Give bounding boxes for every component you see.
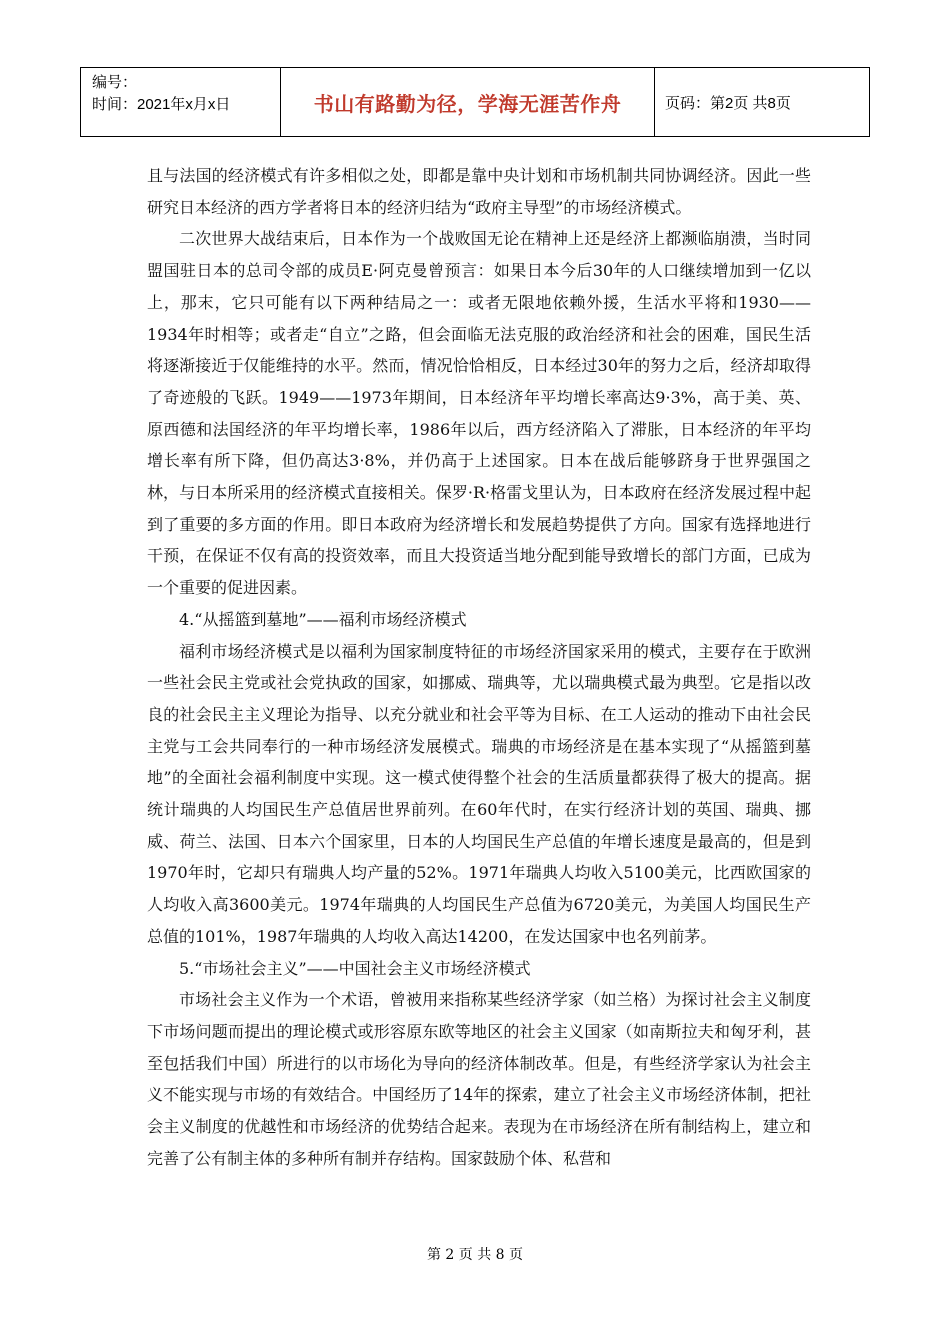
paragraph: 二次世界大战结束后，日本作为一个战败国无论在精神上还是经济上都濒临崩溃，当时同盟国驻日本的总司令部的成员E·阿克曼曾预言：如果日本今后30年的人口继续增加到一亿以上，那末，它只可能有以下两种结局之一：或者无限地依赖外援，生活水平将和1930——1934年时相等；或者走“自立”之路，但会面临无法克服的政治经济和社会的困难，国民生活将逐渐接近于仅能维持的水平。然而，情况恰恰相反，日本经过30年的努力之后，经济却取得了奇迹般的飞跃。1949——1973年期间，日本经济年平均增长率高达9·3%，高于美、英、原西德和法国经济的年平均增长率，1986年以后，西方经济陷入了滞胀，日本经济的年平均增长率有所下降，但仍高达3·8%，并仍高于上述国家。日本在战后能够跻身于世界强国之林，与日本所采用的经济模式直接相关。保罗·R·格雷戈里认为，日本政府在经济发展过程中起到了重要的多方面的作用。即日本政府为经济增长和发展趋势提供了方向。国家有选择地进行干预，在保证不仅有高的投资效率，而且大投资适当地分配到能导致增长的部门方面，已成为一个重要的促进因素。 — [147, 229, 811, 598]
document-time-label: 时间：2021年x月x日 — [92, 96, 231, 113]
document-number-label: 编号： — [92, 74, 138, 91]
document-body — [147, 160, 811, 1175]
header-info-cell — [81, 68, 281, 136]
header-motto: 书山有路勤为径，学海无涯苦作舟 — [281, 68, 655, 136]
paragraph: 福利市场经济模式是以福利为国家制度特征的市场经济国家采用的模式，主要存在于欧洲一些社会民主党或社会党执政的国家，如挪威、瑞典等，尤以瑞典模式最为典型。它是指以改良的社会民主主义理论为指导、以充分就业和社会平等为目标、在工人运动的推动下由社会民主党与工会共同奉行的一种市场经济发展模式。瑞典的市场经济是在基本实现了“从摇篮到墓地”的全面社会福利制度中实现。这一模式使得整个社会的生活质量都获得了极大的提高。据统计瑞典的人均国民生产总值居世界前列。在60年代时，在实行经济计划的英国、瑞典、挪威、荷兰、法国、日本六个国家里，日本的人均国民生产总值的年增长速度是最高的，但是到1970年时，它却只有瑞典人均产量的52%。1971年瑞典人均收入5100美元，比西欧国家的人均收入高3600美元。1974年瑞典的人均国民生产总值为6720美元，为美国人均国民生产总值的101%，1987年瑞典的人均收入高达14200，在发达国家中也名列前茅。 — [147, 641, 811, 946]
header-table — [80, 67, 870, 137]
section-heading-welfare-model: 4.“从摇篮到墓地”——福利市场经济模式 — [179, 609, 467, 629]
paragraph-continued: 且与法国的经济模式有许多相似之处，即都是靠中央计划和市场机制共同协调经济。因此一些研究日本经济的西方学者将日本的经济归结为“政府主导型”的市场经济模式。 — [147, 166, 811, 217]
section-heading-market-socialism: 5.“市场社会主义”——中国社会主义市场经济模式 — [179, 958, 531, 978]
header-page-code: 页码：第2页 共8页 — [665, 94, 791, 112]
paragraph: 市场社会主义作为一个术语，曾被用来指称某些经济学家（如兰格）为探讨社会主义制度下市场问题而提出的理论模式或形容原东欧等地区的社会主义国家（如南斯拉夫和匈牙利，甚至包括我们中国）所进行的以市场化为导向的经济体制改革。但是，有些经济学家认为社会主义不能实现与市场的有效结合。中国经历了14年的探索，建立了社会主义市场经济体制，把社会主义制度的优越性和市场经济的优势结合起来。表现为在市场经济在所有制结构上，建立和完善了公有制主体的多种所有制并存结构。国家鼓励个体、私营和 — [147, 990, 811, 1168]
page-footer: 第 2 页 共 8 页 — [426, 1247, 524, 1263]
